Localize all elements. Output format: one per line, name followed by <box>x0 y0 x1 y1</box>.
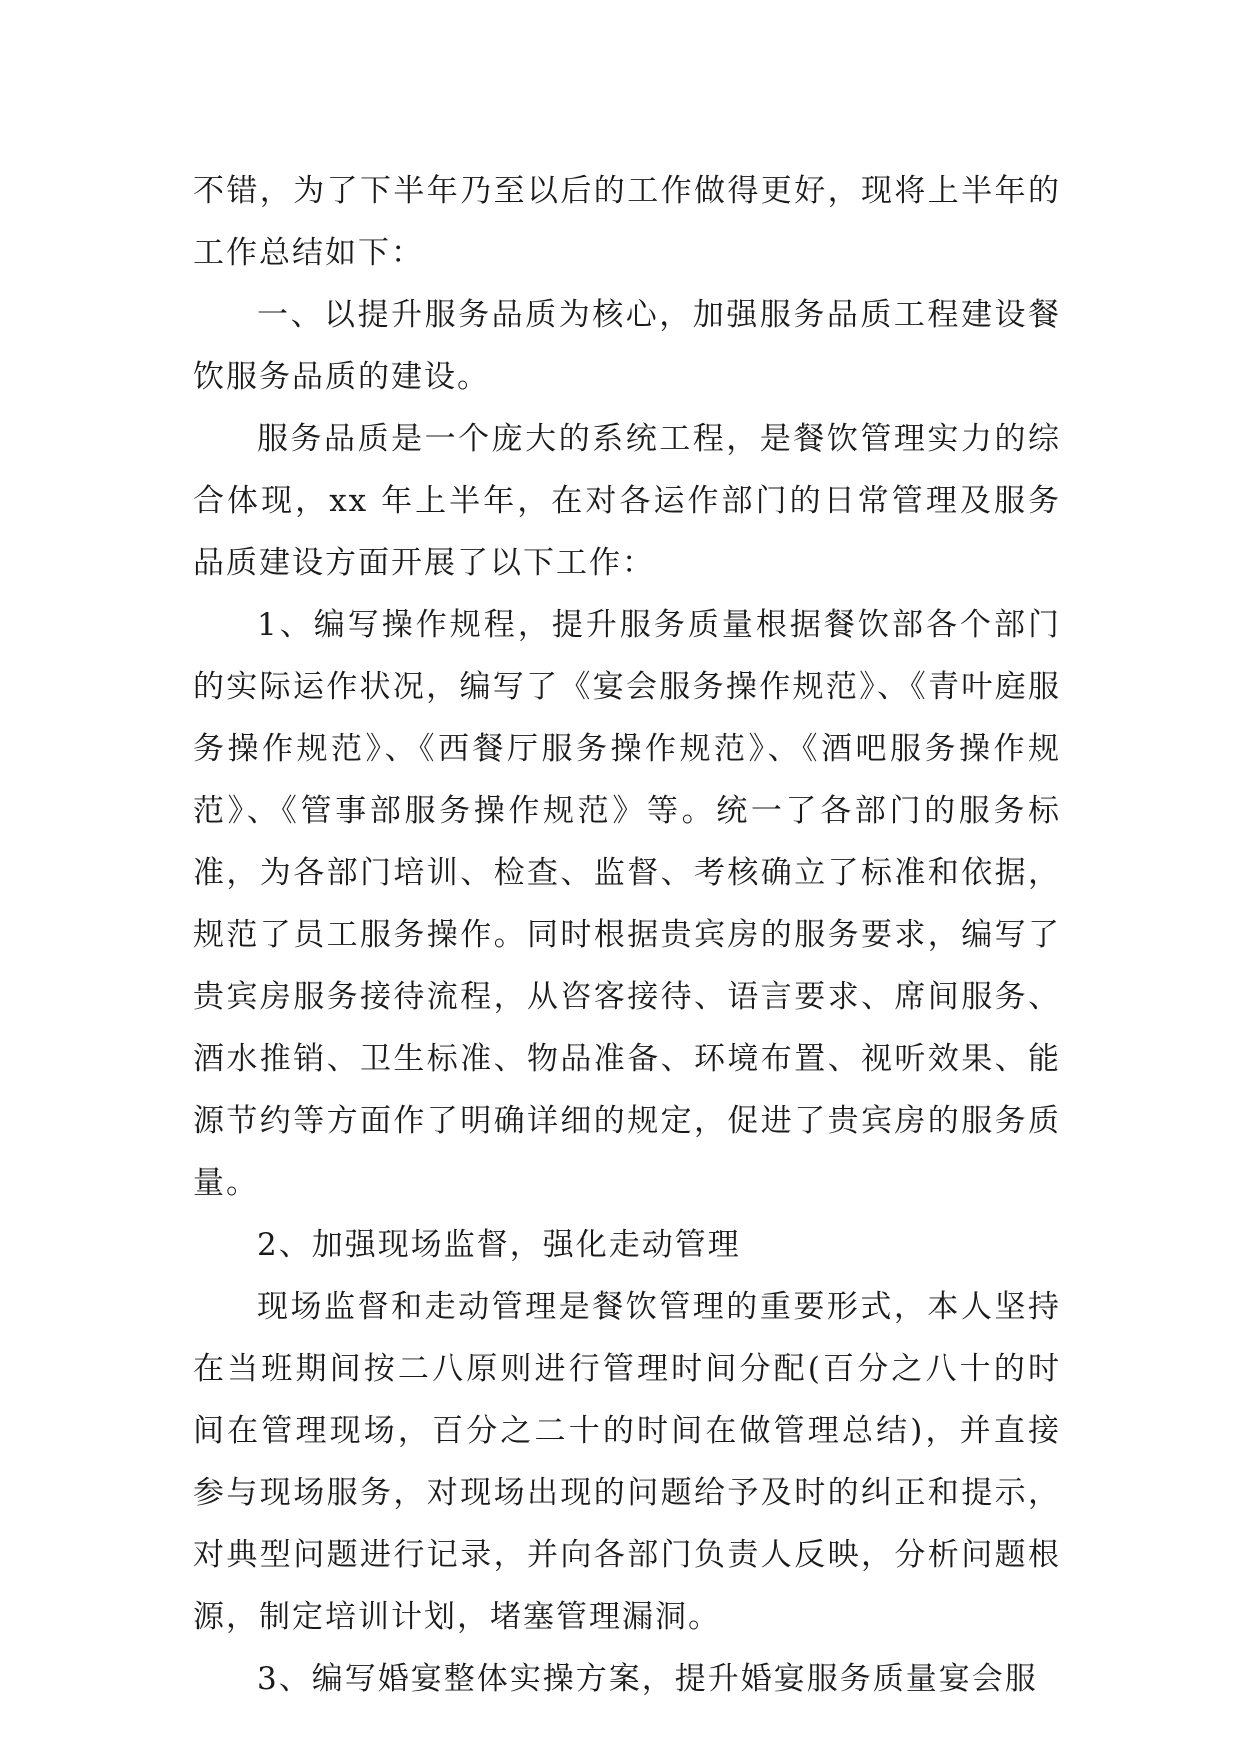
paragraph-item-one: 1、编写操作规程，提升服务质量根据餐饮部各个部门的实际运作状况，编写了《宴会服务操作规范》、《青叶庭服务操作规范》、《西餐厅服务操作规范》、《酒吧服务操作规范》、《管事部服务操作规范》等。统一了各部门的服务标准，为各部门培训、检查、监督、考核确立了标准和依据，规范了员工服务操作。同时根据贵宾房的服务要求，编写了贵宾房服务接待流程，从咨客接待、语言要求、席间服务、酒水推销、卫生标准、物品准备、环境布置、视听效果、能源节约等方面作了明确详细的规定，促进了贵宾房的服务质量。 <box>193 607 1061 1201</box>
paragraph-on-site-supervision: 现场监督和走动管理是餐饮管理的重要形式，本人坚持在当班期间按二八原则进行管理时间分配(百分之八十的时间在管理现场，百分之二十的时间在做管理总结)，并直接参与现场服务，对现场出现的问题给予及时的纠正和提示，对典型问题进行记录，并向各部门负责人反映，分析问题根源，制定培训计划，堵塞管理漏洞。 <box>193 1289 1061 1635</box>
paragraph-item-three: 3、编写婚宴整体实操方案，提升婚宴服务质量宴会服 <box>257 1661 1038 1697</box>
paragraph-item-two-heading: 2、加强现场监督，强化走动管理 <box>257 1227 741 1263</box>
paragraph-service-quality: 服务品质是一个庞大的系统工程，是餐饮管理实力的综合体现，xx 年上半年，在对各运作部门的日常管理及服务品质建设方面开展了以下工作： <box>193 421 1061 581</box>
paragraph-section-one-heading: 一、以提升服务品质为核心，加强服务品质工程建设餐饮服务品质的建设。 <box>193 297 1061 395</box>
paragraph-intro-continuation: 不错，为了下半年乃至以后的工作做得更好，现将上半年的工作总结如下： <box>193 173 1061 271</box>
document-body <box>193 160 1061 1710</box>
